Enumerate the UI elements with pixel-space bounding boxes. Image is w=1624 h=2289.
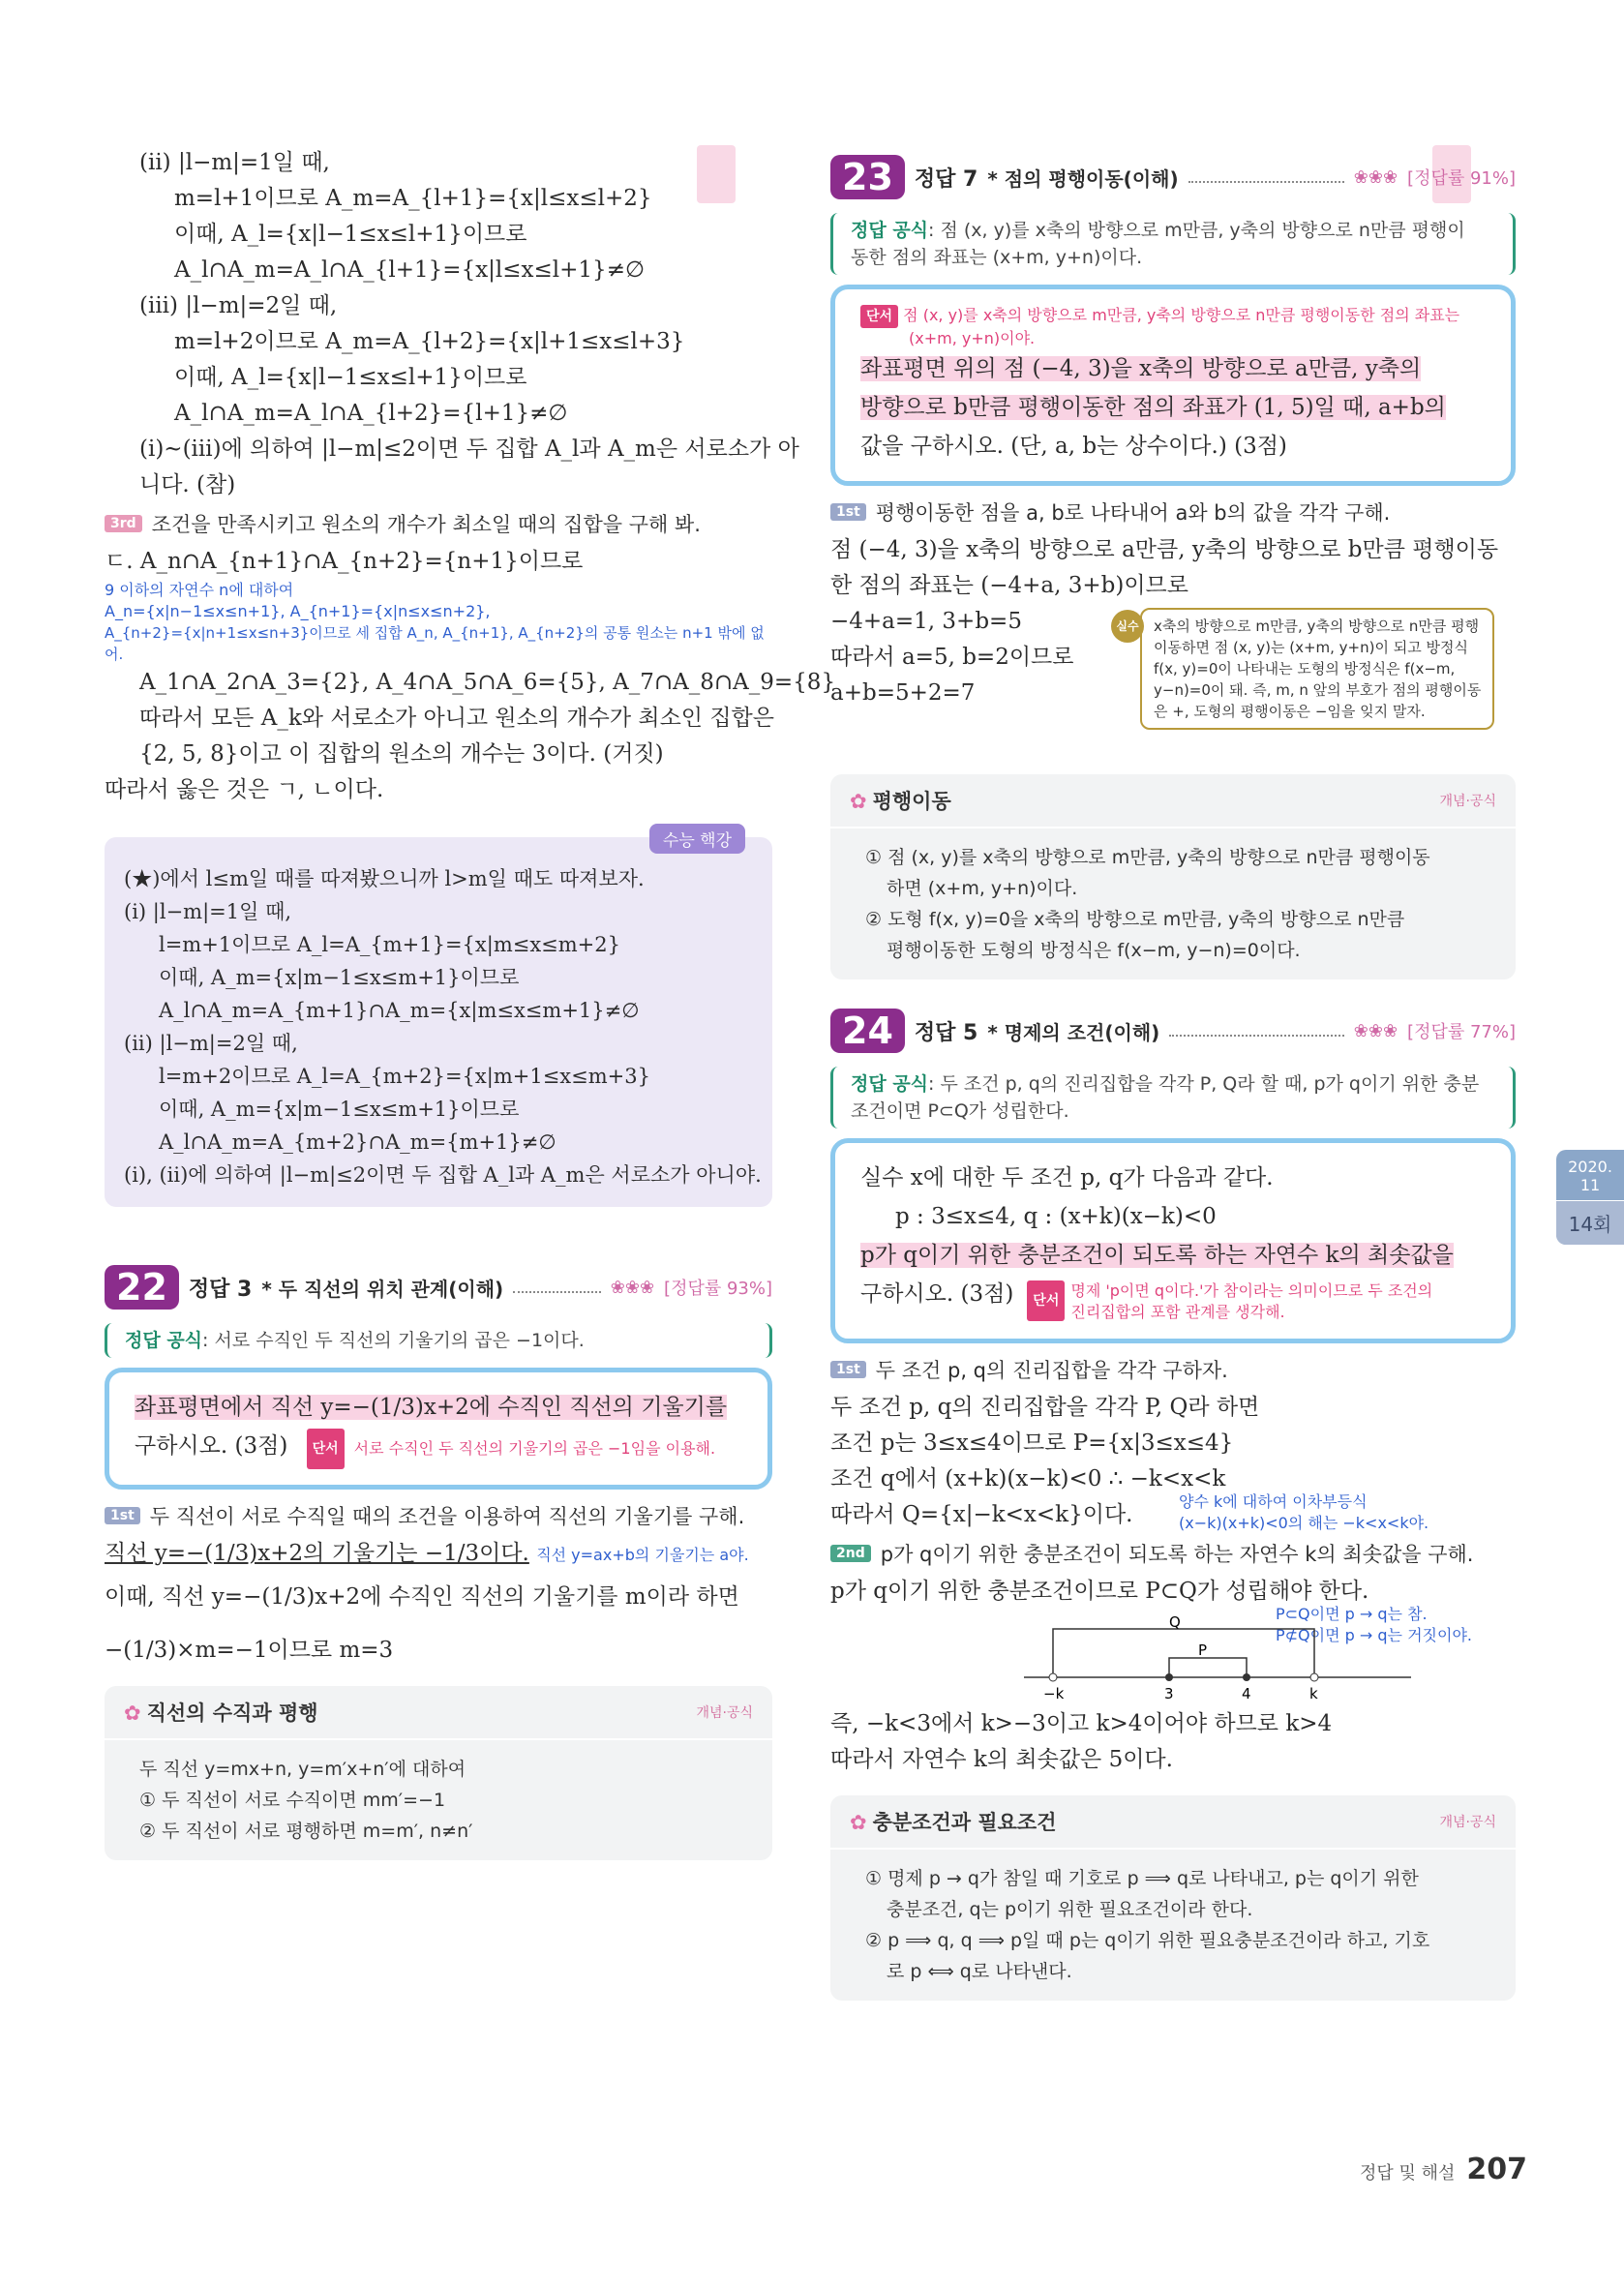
diagram-label-p: P	[1198, 1641, 1208, 1659]
q24-solution-line2: 조건 p는 3≤x≤4이므로 P={x|3≤x≤4}	[830, 1431, 1234, 1456]
q22-hint: 단서 서로 수직인 두 직선의 기울기의 곱은 −1임을 이용해.	[307, 1429, 715, 1469]
final-answer-line: 따라서 옳은 것은 ㄱ, ㄴ이다.	[105, 777, 384, 802]
q23-step1: 1st 평행이동한 점을 a, b로 나타내어 a와 b의 값을 각각 구해.	[830, 497, 1516, 527]
q24-step2: 2nd p가 q이기 위한 충분조건이 되도록 하는 자연수 k의 최솟값을 구해.	[830, 1539, 1516, 1568]
q22-formula	[105, 1323, 772, 1358]
q24-solution-line4: 따라서 Q={x|−k<x<k}이다.	[830, 1502, 1133, 1527]
exam-date: 2020. 11	[1556, 1150, 1624, 1201]
conclusion-line1: (i)~(iii)에 의하여 |l−m|≤2이면 두 집합 A_l과 A_m은 서로소가 아	[139, 437, 799, 462]
sets-line: A_1∩A_2∩A_3={2}, A_4∩A_5∩A_6={5}, A_7∩A_8∩A_9={8}	[139, 670, 836, 695]
suneung-line: (ii) |l−m|=2일 때,	[124, 1032, 298, 1055]
q23-solution-line4: 따라서 a=5, b=2이므로	[830, 645, 1074, 670]
q24-dots	[1169, 1035, 1344, 1037]
annotation-line1: 9 이하의 자연수 n에 대하여	[105, 581, 294, 599]
q24-title: * 명제의 조건(이해)	[987, 1020, 1160, 1044]
case-iii-line3: 이때, A_l={x|l−1≤x≤l+1}이므로	[174, 365, 527, 390]
suneung-line: (★)에서 l≤m일 때를 따져봤으니까 l>m일 때도 따져보자.	[124, 867, 645, 890]
q22-dots	[513, 1291, 601, 1293]
q24-problem-box	[830, 1138, 1516, 1343]
suneung-line: l=m+1이므로 A_l=A_{m+1}={x|m≤x≤m+2}	[159, 933, 621, 956]
case-iii-line2: m=l+2이므로 A_m=A_{l+2}={x|l+1≤x≤l+3}	[174, 329, 685, 354]
concept-title: 직선의 수직과 평행	[146, 1702, 318, 1725]
q24-solution-line6: 즉, −k<3에서 k>−3이고 k>4이어야 하므로 k>4	[830, 1711, 1333, 1736]
concept-line: 평행이동한 도형의 방정식은 f(x−m, y−n)=0이다.	[887, 940, 1301, 961]
q24-hint: 단서 명제 'p이면 q이다.'가 참이라는 의미이므로 두 조건의 진리집합의 포함 관계를 생각해.	[1027, 1280, 1432, 1323]
concept-line: 두 직선 y=mx+n, y=m′x+n′에 대하여	[139, 1759, 466, 1780]
q23-formula: 정답 공식: 점 (x, y)를 x축의 방향으로 m만큼, y축의 방향으로 n만큼 평행이 동한 점의 좌표는 (x+m, y+n)이다.	[830, 213, 1516, 275]
concept-line: ② 두 직선이 서로 평행하면 m=m′, n≠n′	[139, 1821, 473, 1842]
step-tag: 3rd	[105, 515, 142, 532]
concept-line: ① 두 직선이 서로 수직이면 mm′=−1	[139, 1790, 446, 1811]
suneung-line: A_l∩A_m=A_{m+2}∩A_m={m+1}≠∅	[159, 1130, 556, 1154]
q22-difficulty-flowers: ❀❀❀	[610, 1277, 655, 1298]
q24-problem-line2: p : 3≤x≤4, q : (x+k)(x−k)<0	[895, 1204, 1217, 1229]
diagram-tick: −k	[1043, 1685, 1065, 1702]
annotation-line3: A_{n+2}={x|n+1≤x≤n+3}이므로 세 집합 A_n, A_{n+1}, A_{n+2}의 공통 원소는 n+1 밖에 없어.	[105, 624, 765, 663]
conclusion-line2: 니다. (참)	[139, 472, 236, 497]
q23-concept-box: ✿ 평행이동 개념·공식 ① 점 (x, y)를 x축의 방향으로 m만큼, y축의 방향으로 n만큼 평행이동 하면 (x+m, y+n)이다. ② 도형 f(x, y)=0을 x축의 방향으로 m만큼, y축의 방향으로 n만큼 평행이동한 도형의 방정식은 f(x−m, y−n)=0이다.	[830, 774, 1516, 979]
suneung-line: A_l∩A_m=A_{m+1}∩A_m={x|m≤x≤m+1}≠∅	[159, 999, 640, 1022]
q23-solution-line3: −4+a=1, 3+b=5	[830, 609, 1022, 634]
case-ii-line2: m=l+1이므로 A_m=A_{l+1}={x|l≤x≤l+2}	[174, 186, 652, 211]
suneung-label: 수능 핵강	[649, 824, 745, 854]
q24-solution-line1: 두 조건 p, q의 진리집합을 각각 P, Q라 하면	[830, 1395, 1260, 1420]
q22-problem-line1: 좌표평면에서 직선 y=−(1/3)x+2에 수직인 직선의 기울기를	[135, 1395, 728, 1420]
step-text: 조건을 만족시키고 원소의 개수가 최소일 때의 집합을 구해 봐.	[151, 513, 701, 536]
left-column	[105, 145, 836, 1878]
concept-line: ② p ⟹ q, q ⟹ p일 때 p는 q이기 위한 필요충분조건이라 하고, 기호	[865, 1930, 1430, 1951]
q23-problem-box	[830, 285, 1516, 486]
footer-text: 정답 및 해설	[1359, 2163, 1456, 2184]
q24-solution-line5: p가 q이기 위한 충분조건이므로 P⊂Q가 성립해야 한다.	[830, 1579, 1369, 1604]
q24-number-line-diagram: P⊂Q이면 p → q는 참. P⊄Q이면 p → q는 거짓이야. Q P −k 3 4 k	[830, 1610, 1516, 1706]
concept-line: 충분조건, q는 p이기 위한 필요조건이라 한다.	[887, 1899, 1253, 1920]
q22-concept-box	[105, 1686, 772, 1860]
suneung-core-box	[105, 831, 772, 1207]
diagram-tick: 4	[1242, 1685, 1251, 1702]
flower-icon: ✿	[850, 1811, 867, 1834]
diagram-tick: 3	[1164, 1685, 1174, 1702]
suneung-line: 이때, A_m={x|m−1≤x≤m+1}이므로	[159, 1098, 520, 1121]
annotation-line2: A_n={x|n−1≤x≤n+1}, A_{n+1}={x|n≤x≤n+2},	[105, 602, 491, 620]
q22-problem-line2: 구하시오. (3점) 단서 서로 수직인 두 직선의 기울기의 곱은 −1임을 이용해.	[135, 1427, 742, 1469]
q23-title: * 점의 평행이동(이해)	[987, 166, 1179, 191]
page-number: 207	[1466, 2153, 1527, 2186]
q22-title: * 두 직선의 위치 관계(이해)	[261, 1277, 504, 1301]
q24-problem-line3: p가 q이기 위한 충분조건이 되도록 하는 자연수 k의 최솟값을	[860, 1243, 1454, 1268]
q23-problem-line2: 방향으로 b만큼 평행이동한 점의 좌표가 (1, 5)일 때, a+b의	[860, 395, 1446, 420]
formula-text: : 서로 수직인 두 직선의 기울기의 곱은 −1이다.	[202, 1330, 585, 1351]
concept-line: ① 점 (x, y)를 x축의 방향으로 m만큼, y축의 방향으로 n만큼 평행이동	[865, 847, 1430, 868]
diagram-label-q: Q	[1169, 1613, 1181, 1631]
q23-rate: [정답률 91%]	[1407, 168, 1516, 189]
q24-annotation: 양수 k에 대하여 이차부등식 (x−k)(x+k)<0의 해는 −k<x<k야.	[1179, 1492, 1429, 1532]
q24-difficulty-flowers: ❀❀❀	[1353, 1020, 1398, 1041]
number-line-svg	[1024, 1610, 1430, 1706]
concept-line: ② 도형 f(x, y)=0을 x축의 방향으로 m만큼, y축의 방향으로 n만큼	[865, 909, 1405, 930]
mistake-icon: 실수	[1111, 610, 1144, 643]
suneung-line: (i), (ii)에 의하여 |l−m|≤2이면 두 집합 A_l과 A_m은 서로소가 아니야.	[124, 1163, 762, 1187]
q23-solution-line1: 점 (−4, 3)을 x축의 방향으로 a만큼, y축의 방향으로 b만큼 평행이동	[830, 537, 1499, 562]
exam-round-tab	[1556, 1150, 1624, 1245]
q23-solution-line2: 한 점의 좌표는 (−4+a, 3+b)이므로	[830, 573, 1188, 598]
step-3rd	[105, 509, 772, 538]
flower-icon: ✿	[850, 790, 867, 813]
q22-solution-line2: 이때, 직선 y=−(1/3)x+2에 수직인 직선의 기울기를 m이라 하면	[105, 1584, 739, 1610]
q22-rate: [정답률 93%]	[664, 1279, 772, 1299]
c-statement: ㄷ. A_n∩A_{n+1}∩A_{n+2}={n+1}이므로	[105, 549, 584, 574]
suneung-line: l=m+2이므로 A_l=A_{m+2}={x|m+1≤x≤m+3}	[159, 1065, 650, 1088]
case-ii-heading: (ii) |l−m|=1일 때,	[139, 150, 330, 175]
question-24	[830, 1009, 1516, 2001]
page-footer	[1360, 2153, 1527, 2186]
q23-hint: 단서 점 (x, y)를 x축의 방향으로 m만큼, y축의 방향으로 n만큼 평행이동한 점의 좌표는	[860, 305, 1486, 328]
question-23	[830, 155, 1516, 979]
q23-mistake-note: 실수 x축의 방향으로 m만큼, y축의 방향으로 n만큼 평행이동하면 점 (x, y)는 (x+m, y+n)이 되고 방정식 f(x, y)=0이 나타내는 도형의 방정식은 f(x−m, y−n)=0이 돼. 즉, m, n 앞의 부호가 점의 평행이동은 +, 도형의 평행이동은 −임을 잊지 말자.	[1140, 608, 1494, 730]
right-column	[830, 155, 1516, 2018]
q24-problem-line1: 실수 x에 대한 두 조건 p, q가 다음과 같다.	[860, 1165, 1274, 1190]
exam-round: 14회	[1556, 1201, 1624, 1245]
q22-header	[105, 1265, 772, 1310]
q23-problem-line3: 값을 구하시오. (단, a, b는 상수이다.) (3점)	[860, 434, 1287, 459]
case-ii-line3: 이때, A_l={x|l−1≤x≤l+1}이므로	[174, 222, 527, 247]
q24-number: 24	[830, 1009, 905, 1053]
concept-tag: 개념·공식	[696, 1705, 753, 1721]
diagram-tick: k	[1309, 1685, 1318, 1702]
step-text: 두 직선이 서로 수직일 때의 조건을 이용하여 직선의 기울기를 구해.	[149, 1505, 745, 1528]
q23-hint-line2: (x+m, y+n)이야.	[909, 329, 1036, 347]
q24-step1: 1st 두 조건 p, q의 진리집합을 각각 구하자.	[830, 1355, 1516, 1384]
q23-number: 23	[830, 155, 905, 199]
q24-solution-line3: 조건 q에서 (x+k)(x−k)<0 ∴ −k<x<k	[830, 1466, 1226, 1491]
q23-dots	[1188, 181, 1344, 183]
step-tag: 1st	[105, 1507, 140, 1524]
concept-line: 로 p ⟺ q로 나타낸다.	[887, 1961, 1072, 1982]
q24-problem-line4: 구하시오. (3점) 단서 명제 'p이면 q이다.'가 참이라는 의미이므로 두 조건의 진리집합의 포함 관계를 생각해.	[860, 1281, 1433, 1321]
q24-header	[830, 1009, 1516, 1053]
case-iii-heading: (iii) |l−m|=2일 때,	[139, 293, 338, 318]
concept-line: 하면 (x+m, y+n)이다.	[887, 878, 1078, 899]
then-line1: 따라서 모든 A_k와 서로소가 아니고 원소의 개수가 최소인 집합은	[139, 706, 774, 731]
case-ii-line4: A_l∩A_m=A_l∩A_{l+1}={x|l≤x≤l+1}≠∅	[174, 257, 645, 283]
suneung-line: (i) |l−m|=1일 때,	[124, 900, 292, 923]
q24-solution-line7: 따라서 자연수 k의 최솟값은 5이다.	[830, 1747, 1173, 1772]
suneung-line: 이때, A_m={x|m−1≤x≤m+1}이므로	[159, 966, 520, 989]
q24-concept-box: ✿ 충분조건과 필요조건 개념·공식 ① 명제 p → q가 참일 때 기호로 p ⟹ q로 나타내고, p는 q이기 위한 충분조건, q는 p이기 위한 필요조건이라 한다. ② p ⟹ q, q ⟹ p일 때 p는 q이기 위한 필요충분조건이라 하고, 기호 로 p ⟺ q로 나타낸다.	[830, 1795, 1516, 2001]
q24-rate: [정답률 77%]	[1407, 1022, 1516, 1042]
q22-problem-box	[105, 1368, 772, 1490]
flower-icon: ✿	[124, 1702, 141, 1725]
q22-answer: 정답 3	[188, 1277, 253, 1302]
q22-number: 22	[105, 1265, 179, 1310]
q22-solution-line1: 직선 y=−(1/3)x+2의 기울기는 −1/3이다. 직선 y=ax+b의 기울기는 a야.	[105, 1541, 749, 1566]
q24-formula: 정답 공식: 두 조건 p, q의 진리집합을 각각 P, Q라 할 때, p가 q이기 위한 충분 조건이면 P⊂Q가 성립한다.	[830, 1067, 1516, 1129]
case-iii-line4: A_l∩A_m=A_l∩A_{l+2}={l+1}≠∅	[174, 401, 568, 426]
q23-header	[830, 155, 1516, 199]
q24-answer: 정답 5	[914, 1020, 978, 1045]
q23-answer: 정답 7	[914, 166, 978, 192]
concept-line: ① 명제 p → q가 참일 때 기호로 p ⟹ q로 나타내고, p는 q이기 위한	[865, 1868, 1419, 1889]
q23-difficulty-flowers: ❀❀❀	[1353, 166, 1398, 188]
q23-solution-line5: a+b=5+2=7	[830, 680, 976, 706]
q22-step1	[105, 1501, 772, 1530]
question-22	[105, 1265, 772, 1860]
q22-solution-line3: −(1/3)×m=−1이므로 m=3	[105, 1638, 394, 1663]
then-line2: {2, 5, 8}이고 이 집합의 원소의 개수는 3이다. (거짓)	[139, 741, 664, 767]
q23-problem-line1: 좌표평면 위의 점 (−4, 3)을 x축의 방향으로 a만큼, y축의	[860, 356, 1422, 381]
formula-label: 정답 공식	[125, 1330, 203, 1351]
